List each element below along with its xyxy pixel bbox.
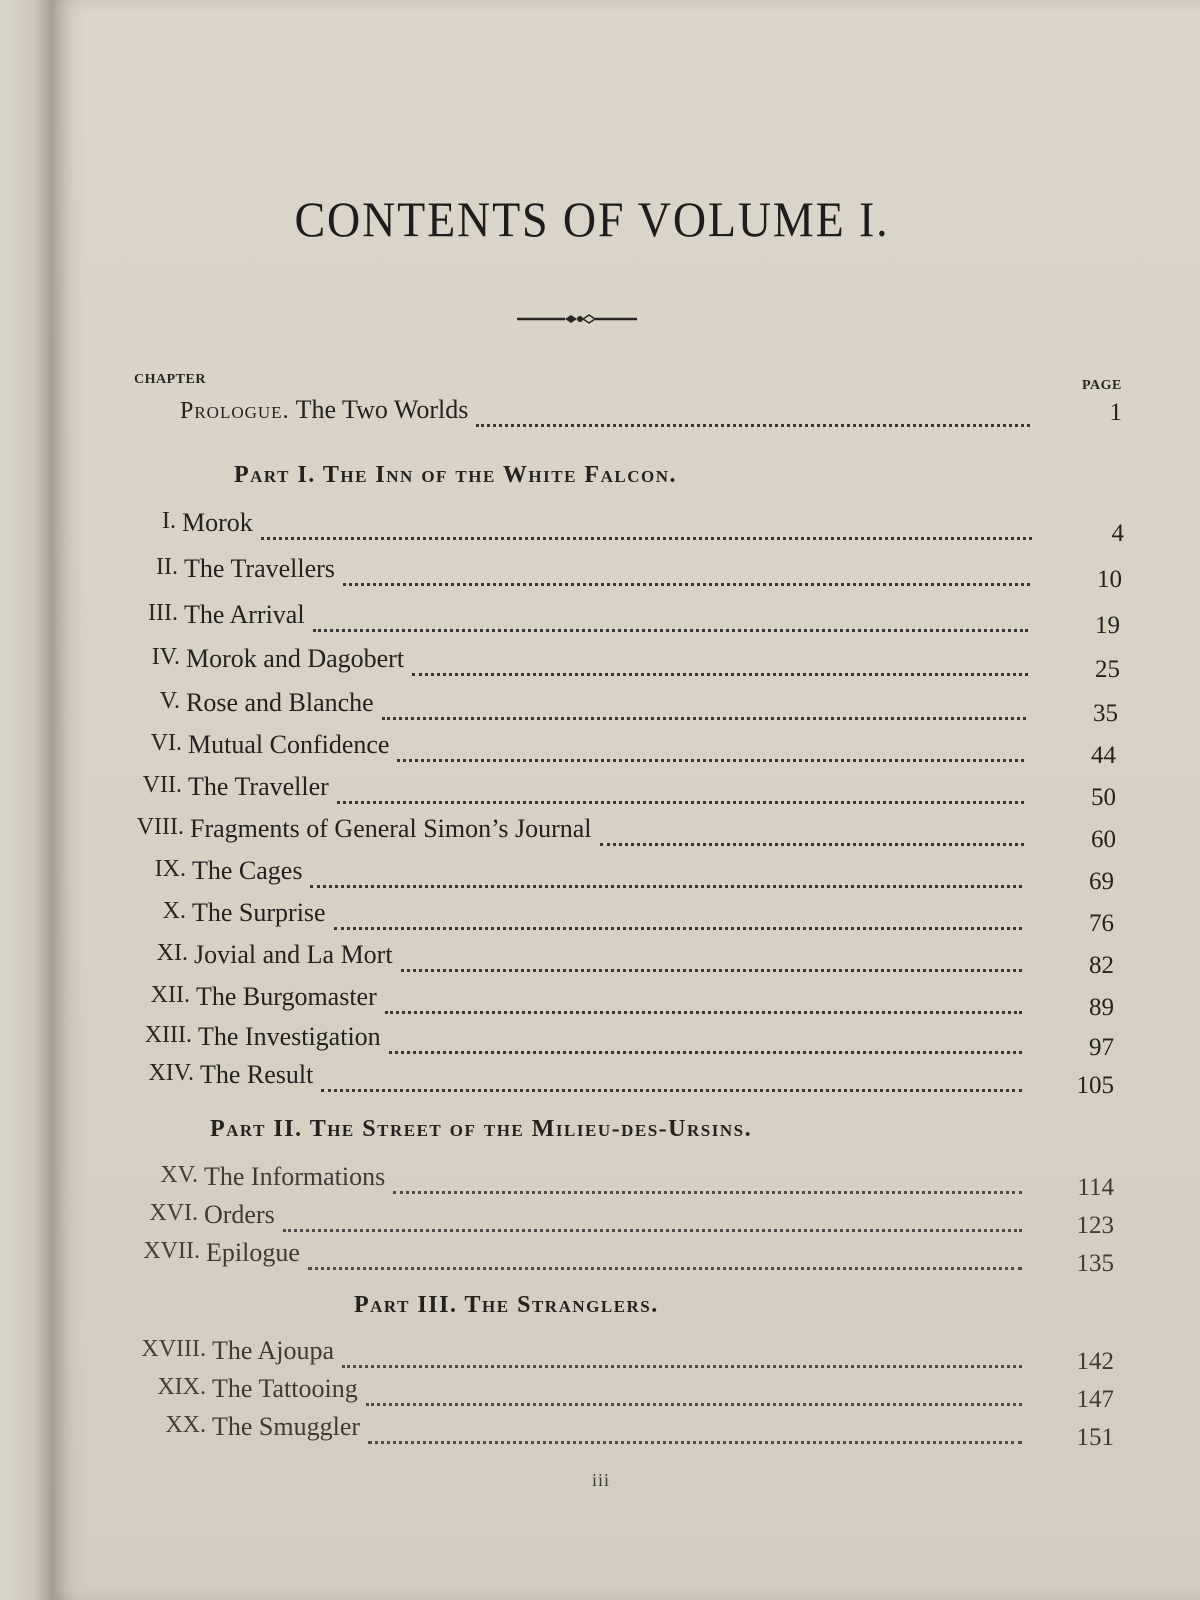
dot-leader — [412, 673, 1028, 676]
page-number: 82 — [1089, 952, 1114, 979]
chapter-title: Orders — [204, 1200, 275, 1229]
page-number: 123 — [1076, 1212, 1114, 1239]
dot-leader — [342, 1365, 1022, 1368]
chapter-title: Epilogue — [206, 1238, 300, 1267]
chapter-number: XV. — [160, 1162, 198, 1188]
page-number: 1 — [1109, 399, 1122, 426]
toc-entry — [136, 814, 1116, 854]
chapter-title: Fragments of General Simon’s Journal — [190, 814, 592, 843]
toc-entry — [142, 772, 1116, 812]
chapter-title: Morok — [182, 508, 253, 537]
page-number: 135 — [1076, 1250, 1114, 1277]
chapter-title: The Arrival — [184, 600, 305, 629]
chapter-title: Jovial and La Mort — [194, 940, 393, 969]
page-number: 19 — [1095, 612, 1120, 639]
toc-entry — [156, 554, 1122, 594]
chapter-title: The Tattooing — [212, 1374, 358, 1403]
dot-leader — [321, 1089, 1022, 1092]
dot-leader — [308, 1267, 1022, 1270]
dot-leader — [389, 1051, 1022, 1054]
chapter-number: V. — [159, 688, 180, 714]
toc-entry — [149, 1200, 1114, 1240]
toc-entry — [154, 856, 1114, 896]
page-column-label: PAGE — [1082, 378, 1122, 393]
chapter-title: The Smuggler — [212, 1412, 361, 1441]
toc-entry — [160, 1162, 1114, 1202]
dot-leader — [397, 759, 1024, 762]
chapter-title: The Burgomaster — [196, 982, 377, 1011]
dot-leader — [310, 885, 1022, 888]
chapter-title: Rose and Blanche — [186, 688, 374, 717]
chapter-title: The Cages — [192, 856, 303, 885]
dot-leader — [401, 969, 1022, 972]
chapter-number: IX. — [154, 856, 186, 882]
page-number: 35 — [1093, 700, 1118, 727]
toc-entry — [162, 898, 1114, 938]
toc-entry-prologue — [180, 395, 1122, 435]
dot-leader — [283, 1229, 1022, 1232]
toc-entry — [157, 1374, 1114, 1414]
toc-entry — [165, 1412, 1114, 1452]
toc-entry — [150, 730, 1116, 770]
chapter-number: XIX. — [157, 1374, 206, 1400]
chapter-number: XX. — [165, 1412, 206, 1438]
chapter-number: XIV. — [148, 1060, 194, 1086]
page-number: 147 — [1076, 1386, 1114, 1413]
page-number: 4 — [1111, 520, 1124, 547]
chapter-number: XII. — [150, 982, 190, 1008]
dot-leader — [393, 1191, 1022, 1194]
toc-entry — [141, 1336, 1114, 1376]
chapter-title: Morok and Dagobert — [186, 644, 405, 673]
toc-entry — [151, 644, 1120, 684]
book-page — [52, 0, 1200, 1600]
toc-entry — [159, 688, 1118, 728]
page-number: 44 — [1091, 742, 1116, 769]
chapter-number: XVI. — [149, 1200, 198, 1226]
chapter-number: VI. — [150, 730, 182, 756]
chapter-number: I. — [162, 508, 176, 534]
toc-entry — [156, 940, 1114, 980]
chapter-number: II. — [156, 554, 178, 580]
dot-leader — [313, 629, 1028, 632]
chapter-number: X. — [162, 898, 186, 924]
page-number: 105 — [1076, 1072, 1114, 1099]
ornament-divider-icon — [517, 313, 637, 325]
dot-leader — [476, 424, 1030, 427]
page-number: 25 — [1095, 656, 1120, 683]
chapter-title: The Traveller — [188, 772, 329, 801]
dot-leader — [343, 583, 1030, 586]
chapter-title: The Informations — [204, 1162, 386, 1191]
page-number: 151 — [1076, 1424, 1114, 1451]
chapter-number: XI. — [156, 940, 188, 966]
chapter-title: The Surprise — [192, 898, 326, 927]
dot-leader — [366, 1403, 1022, 1406]
page-number: 76 — [1089, 910, 1114, 937]
page-number: 97 — [1089, 1034, 1114, 1061]
dot-leader — [261, 537, 1032, 540]
toc-entry — [162, 508, 1124, 548]
dot-leader — [385, 1011, 1022, 1014]
page-number: 69 — [1089, 868, 1114, 895]
toc-entry — [144, 1022, 1114, 1062]
toc-entry — [148, 1060, 1114, 1100]
dot-leader — [337, 801, 1024, 804]
dot-leader — [334, 927, 1022, 930]
chapter-number: XVIII. — [141, 1336, 206, 1362]
chapter-column-label: CHAPTER — [134, 372, 206, 387]
toc-entry — [143, 1238, 1114, 1278]
adjacent-page-edge — [0, 0, 60, 1600]
chapter-number: VIII. — [136, 814, 184, 840]
page-number: 50 — [1091, 784, 1116, 811]
prologue-label: Prologue. — [180, 398, 290, 424]
dot-leader — [600, 843, 1024, 846]
chapter-title: The Travellers — [184, 554, 335, 583]
part-heading: Part I. The Inn of the White Falcon. — [234, 462, 677, 488]
page-title: CONTENTS OF VOLUME I. — [294, 191, 890, 247]
page-number: 142 — [1076, 1348, 1114, 1375]
chapter-number: XIII. — [144, 1022, 192, 1048]
chapter-title: The Result — [200, 1060, 314, 1089]
page-number: 114 — [1077, 1174, 1114, 1201]
page-number: 60 — [1091, 826, 1116, 853]
chapter-number: XVII. — [143, 1238, 200, 1264]
part-heading: Part II. The Street of the Milieu-des-Ursins. — [210, 1116, 753, 1142]
dot-leader — [368, 1441, 1022, 1444]
chapter-number: VII. — [142, 772, 182, 798]
chapter-number: IV. — [151, 644, 180, 670]
dot-leader — [382, 717, 1026, 720]
page-folio: iii — [592, 1470, 611, 1490]
chapter-title: Mutual Confidence — [188, 730, 390, 759]
prologue-title: The Two Worlds — [295, 395, 469, 424]
page-number: 10 — [1097, 566, 1122, 593]
chapter-title: The Investigation — [198, 1022, 381, 1051]
toc-entry — [148, 600, 1120, 640]
part-heading: Part III. The Stranglers. — [354, 1292, 659, 1318]
chapter-number: III. — [148, 600, 178, 626]
toc-entry — [150, 982, 1114, 1022]
chapter-title: The Ajoupa — [212, 1336, 335, 1365]
page-number: 89 — [1089, 994, 1114, 1021]
